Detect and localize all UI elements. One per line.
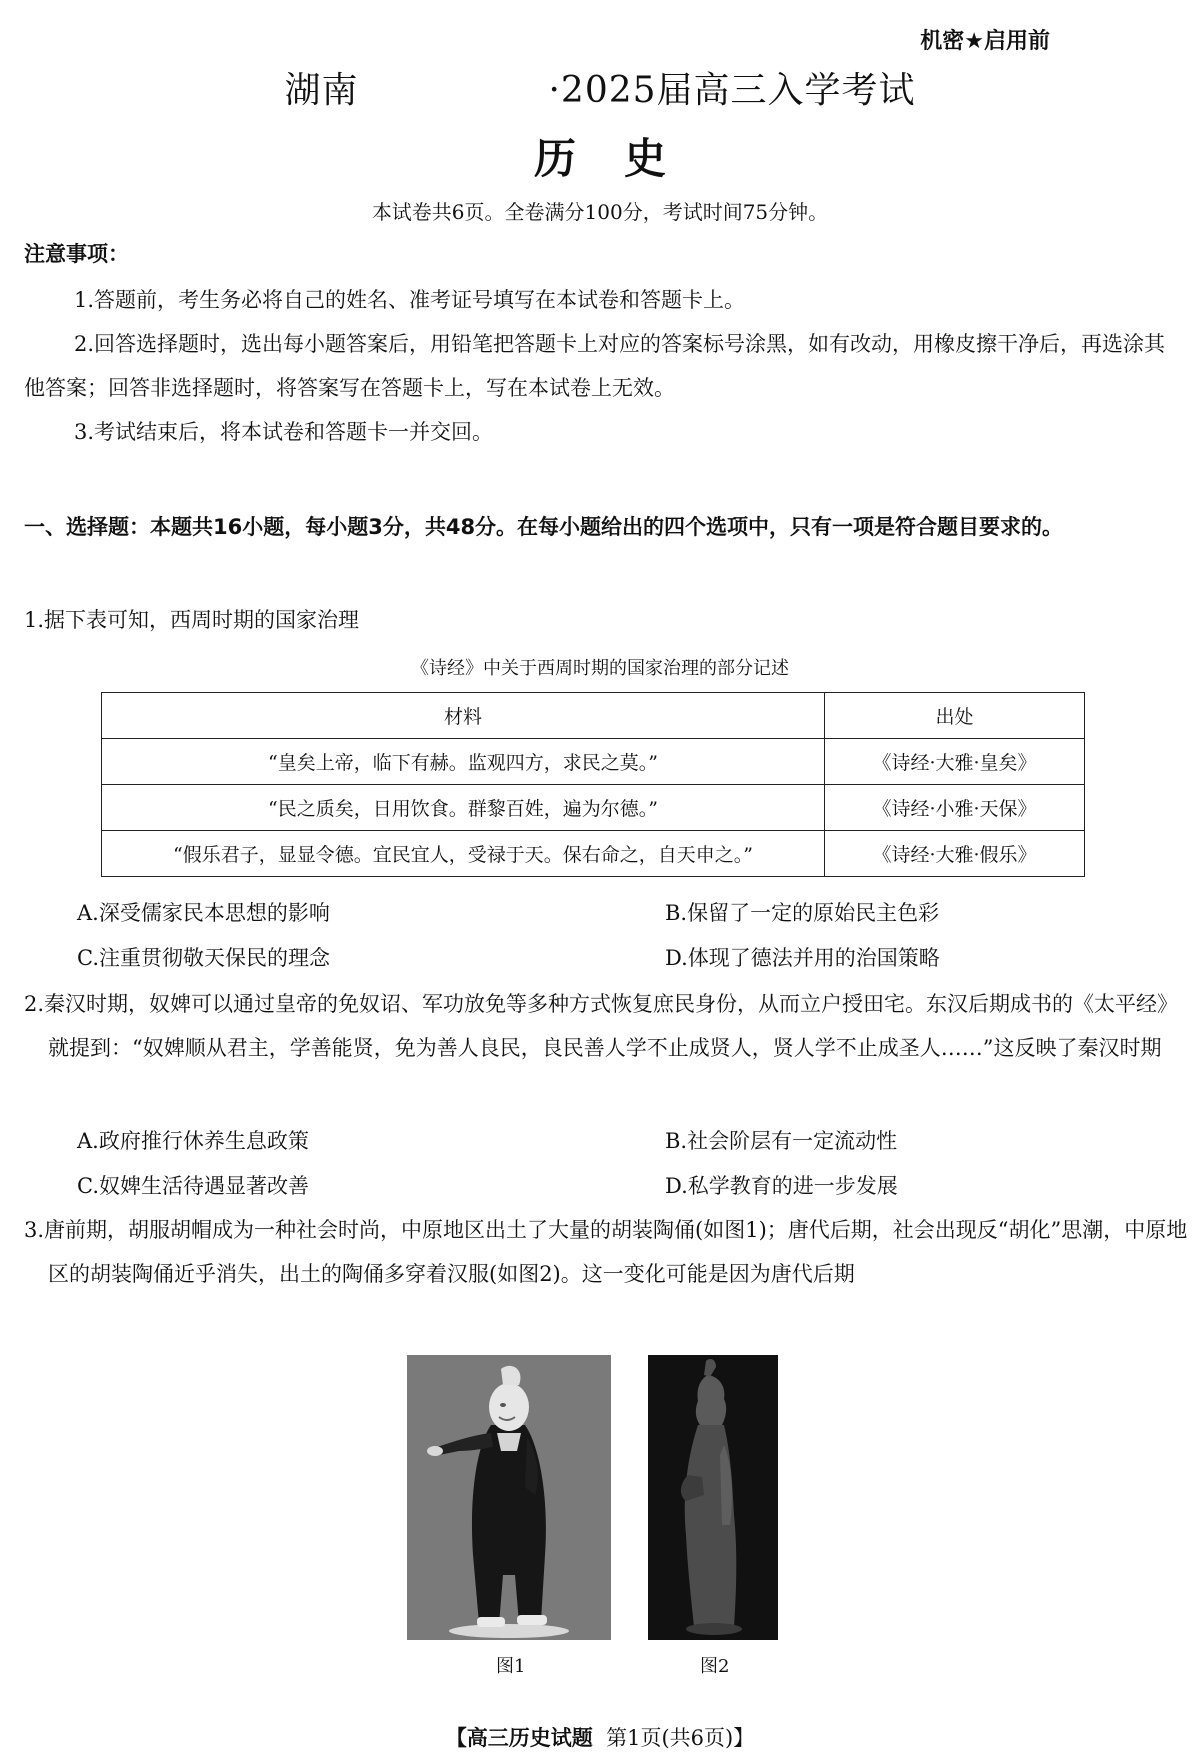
q1-option-a: A.深受儒家民本思想的影响: [77, 901, 330, 925]
notice-heading: 注意事项：: [24, 242, 129, 266]
question-2-stem: 2.秦汉时期，奴婢可以通过皇帝的免奴诏、军功放免等多种方式恢复庶民身份，从而立户授田宅。东汉后期成书的《太平经》就提到：“奴婢顺从君主，学善能贤，免为善人良民，良民善人学不止成贤人，贤人学不止成圣人……”这反映了秦汉时期: [24, 992, 1179, 1060]
exam-intro: 本试卷共6页。全卷满分100分，考试时间75分钟。: [371, 200, 829, 224]
notice-item-1: 1.答题前，考生务必将自己的姓名、准考证号填写在本试卷和答题卡上。: [74, 288, 746, 312]
source-table: [101, 692, 1085, 877]
notice-item-3: 3.考试结束后，将本试卷和答题卡一并交回。: [74, 420, 494, 444]
exam-title-left: 湖南: [284, 70, 359, 111]
q2-option-c: C.奴婢生活待遇显著改善: [77, 1174, 309, 1198]
q1-option-c: C.注重贯彻敬天保民的理念: [77, 946, 330, 970]
subject-title: 历史: [533, 134, 714, 183]
q1-option-d: D.体现了德法并用的治国策略: [665, 946, 940, 970]
confidential-mark: 机密★启用前: [920, 29, 1050, 54]
exam-title: [0, 62, 1200, 113]
question-1-stem: 1.据下表可知，西周时期的国家治理: [24, 608, 360, 632]
table-header-source: 出处: [825, 693, 1085, 739]
table-header-material: 材料: [102, 693, 825, 739]
exam-title-right: ·2025届高三入学考试: [548, 70, 916, 111]
table-caption: 《诗经》中关于西周时期的国家治理的部分记述: [411, 658, 789, 679]
figure-2-image: [648, 1355, 778, 1640]
table-cell-material: “皇矣上帝，临下有赫。监观四方，求民之莫。”: [102, 739, 825, 785]
question-3-stem: 3.唐前期，胡服胡帽成为一种社会时尚，中原地区出土了大量的胡装陶俑(如图1)；唐代后期，社会出现反“胡化”思潮，中原地区的胡装陶俑近乎消失，出土的陶俑多穿着汉服(如图2)。这一变化可能是因为唐代后期: [24, 1218, 1188, 1286]
notice-item-2: 2.回答选择题时，选出每小题答案后，用铅笔把答题卡上对应的答案标号涂黑，如有改动，用橡皮擦干净后，再选涂其他答案；回答非选择题时，将答案写在答题卡上，写在本试卷上无效。: [24, 332, 1166, 400]
footer-page-number: 第1页(共6页)】: [606, 1726, 755, 1750]
table-header-row: [102, 693, 1085, 739]
figure-2-caption: 图2: [700, 1656, 730, 1677]
table-cell-source: 《诗经·大雅·假乐》: [825, 831, 1085, 877]
footer-label: 【高三历史试题: [445, 1726, 593, 1750]
table-row: [102, 785, 1085, 831]
q2-option-b: B.社会阶层有一定流动性: [665, 1129, 898, 1153]
figure-1-caption: 图1: [496, 1656, 526, 1677]
table-cell-source: 《诗经·小雅·天保》: [825, 785, 1085, 831]
figurine-han-clothing-icon: [648, 1355, 778, 1640]
page-footer: [0, 1722, 1200, 1752]
table-row: [102, 739, 1085, 785]
section-heading: 一、选择题：本题共16小题，每小题3分，共48分。在每小题给出的四个选项中，只有一项是符合题目要求的。: [24, 515, 1064, 539]
q2-option-d: D.私学教育的进一步发展: [665, 1174, 898, 1198]
figure-1-image: [407, 1355, 611, 1640]
table-cell-material: “假乐君子，显显令德。宜民宜人，受禄于天。保右命之，自天申之。”: [102, 831, 825, 877]
q2-option-a: A.政府推行休养生息政策: [77, 1129, 309, 1153]
table-cell-material: “民之质矣，日用饮食。群黎百姓，遍为尔德。”: [102, 785, 825, 831]
table-row: [102, 831, 1085, 877]
q1-option-b: B.保留了一定的原始民主色彩: [665, 901, 940, 925]
figurine-hu-costume-icon: [407, 1355, 611, 1640]
table-cell-source: 《诗经·大雅·皇矣》: [825, 739, 1085, 785]
